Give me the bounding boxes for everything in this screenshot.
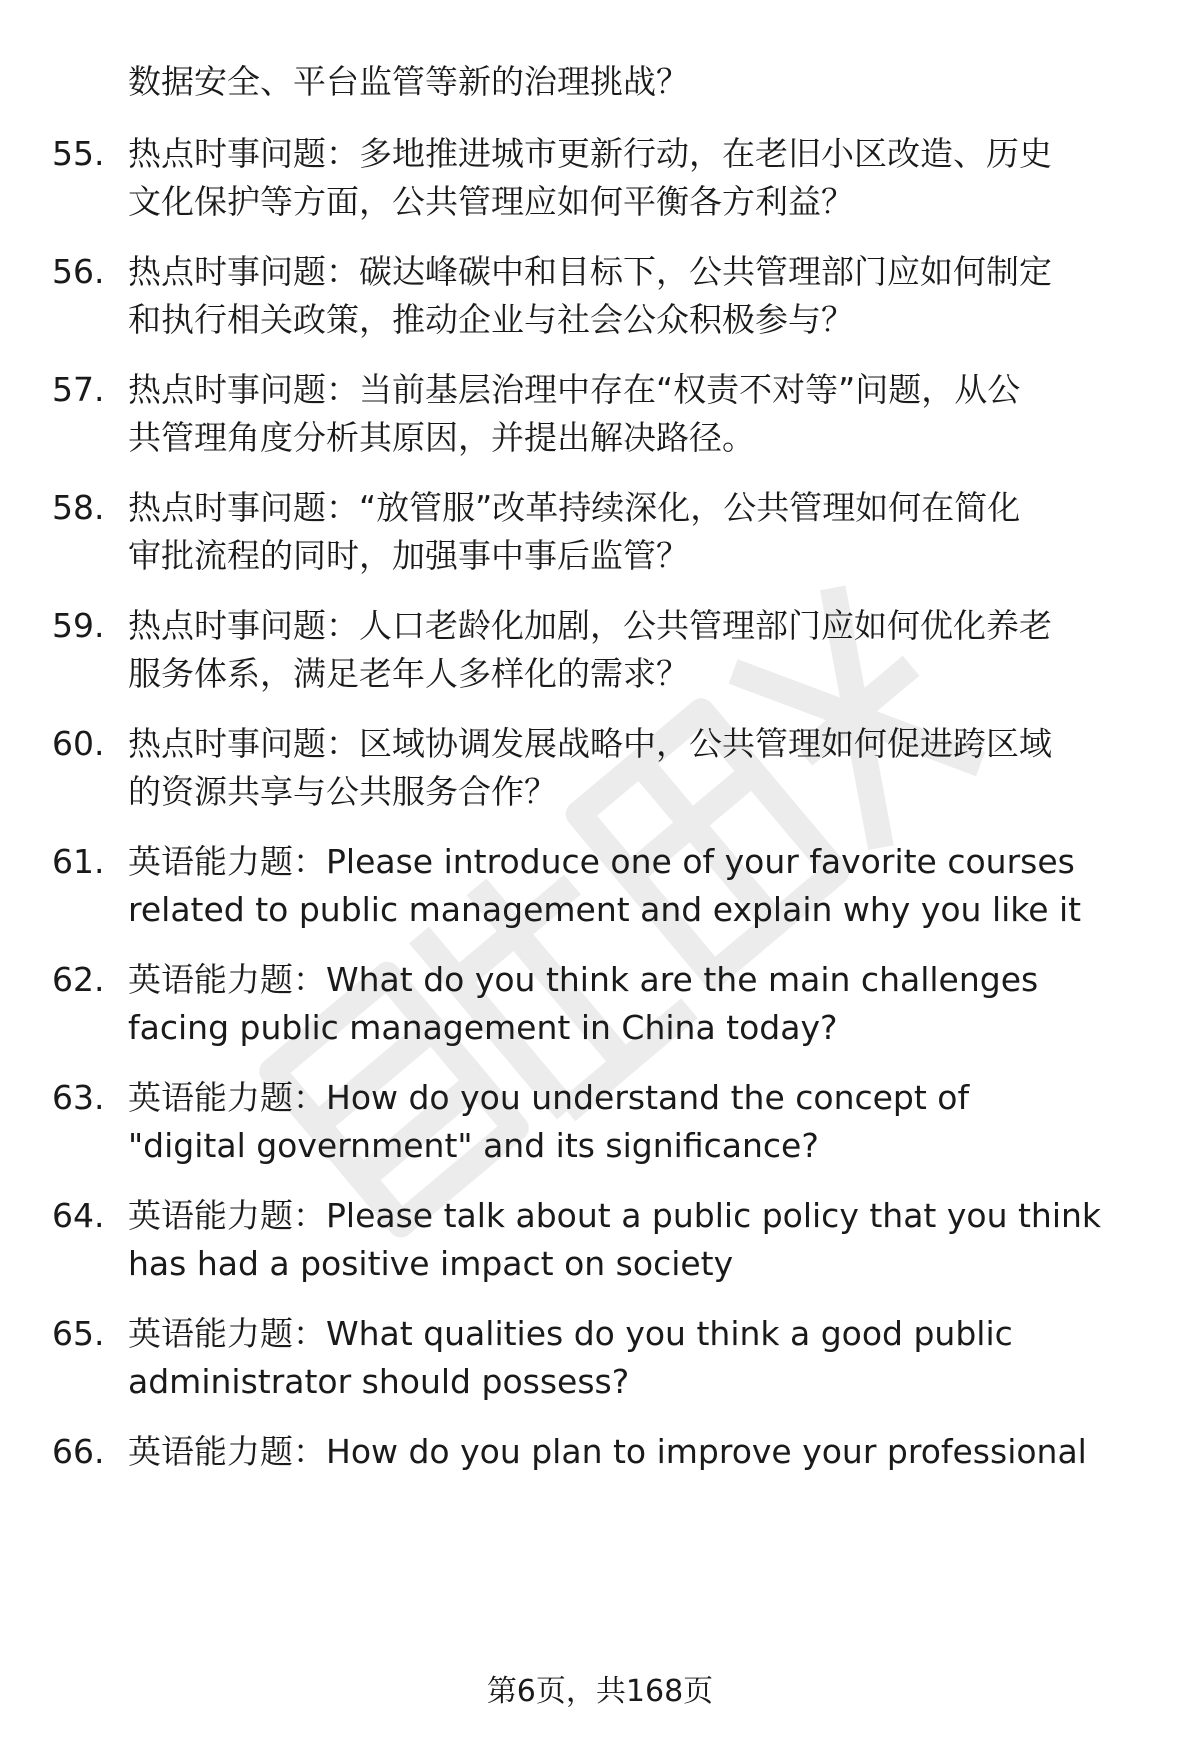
item-text xyxy=(128,1192,1200,1288)
item-line: 英语能力题：What do you think are the main challenges xyxy=(128,960,1039,999)
item-line: 共管理角度分析其原因，并提出解决路径。 xyxy=(128,418,755,457)
item-line: 的资源共享与公共服务合作？ xyxy=(128,772,557,811)
item-number: 56. xyxy=(52,252,105,291)
item-number: 62. xyxy=(52,960,105,999)
item-line: 热点时事问题：当前基层治理中存在“权责不对等”问题，从公 xyxy=(128,370,1021,409)
item-line: 英语能力题：Please introduce one of your favorite courses xyxy=(128,842,1075,881)
item-line: 英语能力题：How do you plan to improve your professional xyxy=(128,1432,1087,1471)
item-line: has had a positive impact on society xyxy=(128,1244,734,1283)
item-line: 审批流程的同时，加强事中事后监管？ xyxy=(128,536,689,575)
item-number: 57. xyxy=(52,370,105,409)
item-line: facing public management in China today? xyxy=(128,1008,838,1047)
item-text xyxy=(128,956,1200,1052)
item-number: 55. xyxy=(52,134,105,173)
item-line: 英语能力题：How do you understand the concept of xyxy=(128,1078,970,1117)
item-number: 61. xyxy=(52,842,105,881)
item-text xyxy=(128,602,1200,698)
item-line: 和执行相关政策，推动企业与社会公众积极参与？ xyxy=(128,300,854,339)
item-line: 文化保护等方面，公共管理应如何平衡各方利益？ xyxy=(128,182,854,221)
item-line: related to public management and explain why you like it xyxy=(128,890,1082,929)
item-line: 热点时事问题：多地推进城市更新行动，在老旧小区改造、历史 xyxy=(128,134,1052,173)
item-number: 63. xyxy=(52,1078,105,1117)
continuation-line: 数据安全、平台监管等新的治理挑战？ xyxy=(128,62,689,101)
item-line: 热点时事问题：人口老龄化加剧，公共管理部门应如何优化养老 xyxy=(128,606,1052,645)
item-line: 热点时事问题：碳达峰碳中和目标下，公共管理部门应如何制定 xyxy=(128,252,1052,291)
item-line: "digital government" and its significance? xyxy=(128,1126,819,1165)
item-text xyxy=(128,366,1200,462)
item-line: 英语能力题：Please talk about a public policy that you think xyxy=(128,1196,1102,1235)
item-line: 英语能力题：What qualities do you think a good public xyxy=(128,1314,1013,1353)
item-text xyxy=(128,1074,1200,1170)
item-number: 66. xyxy=(52,1432,105,1471)
item-text xyxy=(128,720,1200,816)
item-text xyxy=(128,1310,1200,1406)
item-number: 58. xyxy=(52,488,105,527)
item-text xyxy=(128,838,1200,934)
item-line: 服务体系，满足老年人多样化的需求？ xyxy=(128,654,689,693)
item-number: 60. xyxy=(52,724,105,763)
page-footer: 第6页，共168页 xyxy=(486,1674,714,1709)
item-line: 热点时事问题：“放管服”改革持续深化，公共管理如何在简化 xyxy=(128,488,1021,527)
item-number: 64. xyxy=(52,1196,105,1235)
item-line: administrator should possess? xyxy=(128,1362,630,1401)
item-number: 65. xyxy=(52,1314,105,1353)
item-text xyxy=(128,484,1200,580)
item-text xyxy=(128,1428,1200,1476)
item-line: 热点时事问题：区域协调发展战略中，公共管理如何促进跨区域 xyxy=(128,724,1052,763)
item-number: 59. xyxy=(52,606,105,645)
item-text xyxy=(128,130,1200,226)
item-text xyxy=(128,248,1200,344)
